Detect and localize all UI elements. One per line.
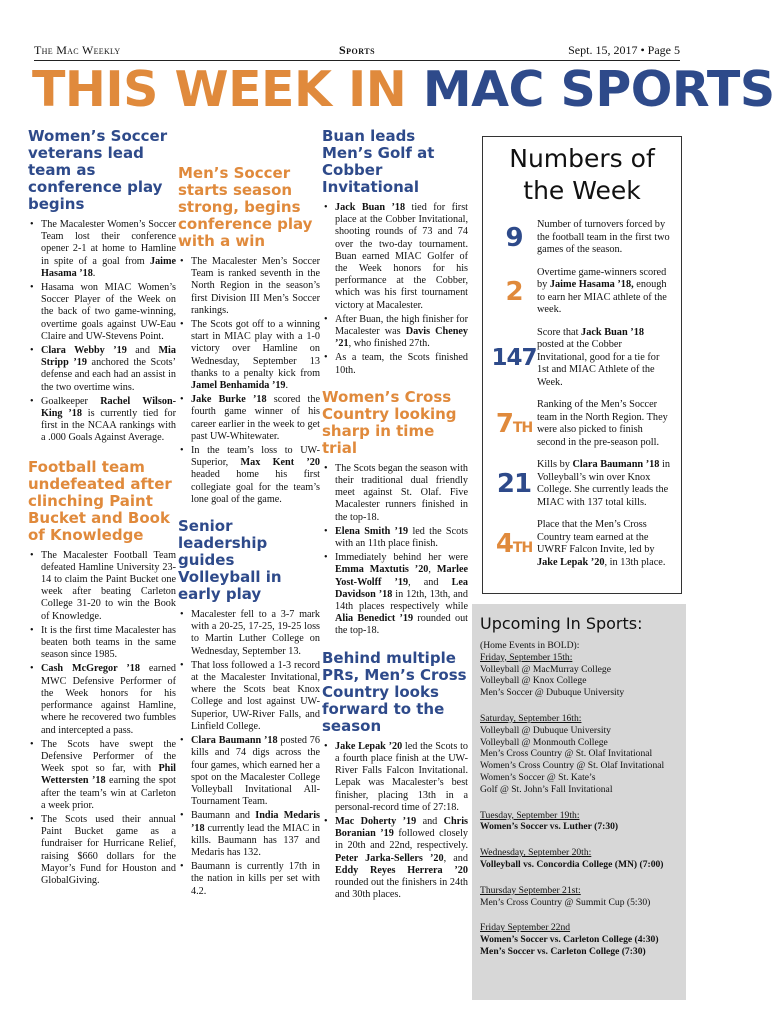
schedule-event: Men’s Cross Country @ Summit Cup (5:30) <box>480 896 651 908</box>
article-mens-cc <box>322 650 468 902</box>
text-run: Baumann is currently 17th in the nation in kills per set with 4.2. <box>191 861 320 897</box>
stat-row <box>491 399 673 449</box>
list-item <box>28 663 176 736</box>
bold-name: Jake Lepak ’20 <box>335 740 403 752</box>
text-run: In the team’s loss to UW-Superior, <box>191 445 320 469</box>
schedule-day <box>480 652 678 699</box>
bold-name: Alia Benedict ’19 <box>335 613 414 625</box>
stat-value: 4 <box>495 529 513 559</box>
list-item <box>178 319 320 392</box>
text-run: posted 76 kills and 74 digs across the four games, which earned her a spot on the Macalester College Volleyball Invitational All-Tournament Team. <box>191 735 320 808</box>
text-run: Score that <box>537 326 582 338</box>
text-run: The Macalester Football Team defeated Hamline University 23-14 to claim the Paint Bucket one week after beating Carleton College 31-20 to win the Book of Knowledge. <box>41 549 176 622</box>
list-item <box>322 741 468 814</box>
stat-row <box>491 459 673 509</box>
text-run: led the Scots with an 11th place finish. <box>335 525 469 550</box>
list-item <box>178 810 320 859</box>
bold-name: Jake Lepak ’20 <box>537 556 605 568</box>
bold-name: Rachel Wilson-King ’18 <box>41 395 177 420</box>
article-title: Women’s Cross Country looking sharp in time trial <box>322 387 457 457</box>
list-item <box>28 396 176 445</box>
bold-name: Elena Smith ’19 <box>335 525 409 537</box>
stat-description <box>537 519 673 569</box>
bold-name: Jaime Hasama ’18 <box>41 255 176 279</box>
bold-name: Clara Webby ’19 <box>41 345 127 357</box>
article-title: Women’s Soccer veterans lead team as conference play begins <box>28 127 168 213</box>
article-title: Men’s Soccer starts season strong, begins conference play with a win <box>178 164 313 250</box>
article-list <box>28 550 176 887</box>
schedule-event: Golf @ St. John’s Fall Invitational <box>480 783 613 795</box>
list-item <box>322 463 468 524</box>
page-banner <box>32 61 775 118</box>
text-run: currently lead the MIAC in kills. Baumann has 137 and Medaris has 132. <box>191 822 320 858</box>
article-list <box>322 202 468 377</box>
bold-name: Jaime Hasama ’18, <box>549 279 634 290</box>
text-run: , <box>428 564 437 576</box>
bold-name: Peter Jarka-Sellers ’20 <box>335 852 444 864</box>
list-item <box>28 814 176 887</box>
article-volleyball <box>178 518 320 898</box>
bold-name: Emma Maxtutis ’20 <box>335 564 429 576</box>
text-run: The Macalester Women’s Soccer Team lost their conference opener 2-1 at home to Hamline in spite of a goal from <box>41 219 176 267</box>
schedule-date: Tuesday, September 19th: <box>480 809 580 821</box>
text-run: , in 13th place. <box>604 556 666 568</box>
bold-name: Marlee Yost-Wolff ’19 <box>335 564 468 588</box>
article-football <box>28 459 176 887</box>
text-run: As a team, the Scots finished 10th. <box>335 352 468 376</box>
list-item <box>28 550 176 623</box>
paper-name: The Mac Weekly <box>34 43 121 57</box>
text-run: followed closely in 20th and 22nd, respectively. <box>335 828 468 852</box>
list-item <box>178 735 320 808</box>
text-run: Ranking of the Men’s Soccer team in the North Region. They were also picked to finish second in the pre-season poll. <box>537 399 668 448</box>
list-item <box>322 526 468 550</box>
text-run: in Volleyball’s win over Knox College. She currently leads the MIAC with 137 total kills. <box>537 459 671 508</box>
text-run: and <box>416 815 444 827</box>
schedule-date: Friday September 22nd <box>480 922 571 934</box>
schedule <box>480 652 678 958</box>
schedule-date: Saturday, September 16th: <box>480 712 582 724</box>
article-golf <box>322 128 468 377</box>
schedule-event: Volleyball @ Monmouth College <box>480 736 608 748</box>
list-item <box>28 282 176 343</box>
list-item <box>178 445 320 506</box>
text-run: . <box>92 267 96 279</box>
stat-suffix: TH <box>512 420 533 436</box>
bold-name: Lea Davidson ’18 <box>335 576 468 600</box>
text-run: scored the fourth game winner of his career earlier in the week to get past UW-Whitewater. <box>191 394 320 442</box>
bold-name: Mac Doherty ’19 <box>335 815 417 827</box>
text-run: The Scots got off to a winning start in MIAC play with a 1-0 victory over Hamline on Wednesday, September 13 thanks to a penalty kick from <box>191 319 320 379</box>
text-run: in 12th, 13th, and 14th places respectively while <box>335 588 468 613</box>
list-item <box>178 394 320 443</box>
article-list <box>178 609 320 898</box>
text-run: posted at the Cobber Invitational, good for a tie for 1st and MIAC Athlete of the Week. <box>537 339 660 388</box>
text-run: Macalester fell to a 3-7 mark with a 20-25, 17-25, 19-25 loss to Martin Luther College on Wednesday, September 13. <box>191 609 320 657</box>
article-list <box>322 741 468 902</box>
upcoming-in-sports <box>472 604 686 1000</box>
list-item <box>178 256 320 317</box>
article-title: Senior leadership guides Volleyball in early play <box>178 517 282 604</box>
schedule-event: Women’s Cross Country @ St. Olaf Invitational <box>480 760 665 772</box>
text-run: Kills by <box>537 459 573 470</box>
stat-row <box>491 219 673 257</box>
text-run: . <box>285 380 289 392</box>
schedule-day <box>480 847 678 871</box>
list-item <box>28 219 176 280</box>
text-run: The Scots used their annual Paint Bucket game as a fundraiser for Hurricane Relief, raising $660 dollars for the Mayor’s Fund for Houston and GlobalGiving. <box>41 813 176 886</box>
schedule-event: Women’s Soccer vs. Luther (7:30) <box>480 821 619 833</box>
stat-row <box>491 327 673 390</box>
list-item <box>322 202 468 312</box>
section-name: Sports <box>338 43 376 57</box>
text-run: rounded out the top-18. <box>335 613 469 637</box>
bold-name: Eddy Reyes Herrera ’20 <box>335 864 468 876</box>
text-run: tied for first place at the Cobber Invitational, shooting rounds of 73 and 74 over the two-day tournament. Buan earned MIAC Golfer of the Week honors for his performance at the Cobber, which was his first tournament victory at Macalester. <box>335 202 468 311</box>
text-run: enough to earn her MIAC athlete of the week. <box>537 279 667 315</box>
schedule-event: Men’s Soccer vs. Carleton College (7:30) <box>480 945 646 957</box>
article-title: Buan leads Men’s Golf at Cobber Invitational <box>322 127 435 196</box>
upcoming-title: Upcoming In Sports: <box>480 614 643 633</box>
stat-value: 7 <box>495 409 513 439</box>
schedule-event: Volleyball @ Knox College <box>480 675 587 687</box>
schedule-day <box>480 885 678 909</box>
bold-name: Phil Wettersten ’18 <box>41 763 176 787</box>
article-womens-soccer <box>28 128 176 445</box>
list-item <box>322 352 468 376</box>
masthead <box>34 41 680 61</box>
banner-part-1: THIS WEEK IN <box>32 61 423 118</box>
list-item <box>322 552 468 637</box>
stat-description <box>537 399 673 449</box>
text-run: The Scots began the season with their traditional dual friendly meet against St. Olaf. Five Macalester runners finished in the top-18. <box>335 462 468 523</box>
stat-value: 147 <box>491 344 537 371</box>
text-run: Immediately behind her were <box>335 552 468 564</box>
article-womens-cc <box>322 389 468 638</box>
numbers-title: Numbers of the Week <box>509 144 655 205</box>
list-item <box>178 861 320 898</box>
column-3 <box>322 128 468 903</box>
article-list <box>322 463 468 638</box>
text-run: Place that the Men’s Cross Country team earned at the UWRF Falcon Invite, led by <box>537 519 655 555</box>
article-list <box>178 256 320 506</box>
stat-value: 9 <box>505 222 523 253</box>
text-run: , and <box>408 576 452 588</box>
text-run: rounded out the finishers in 24th and 30th places. <box>335 876 468 901</box>
schedule-event: Volleyball @ Dubuque University <box>480 724 611 736</box>
text-run: earned MWC Defensive Performer of the Week honors for his performance against Hamline, where he recovered two fumbles and intercepted a pass. <box>41 663 176 736</box>
schedule-event: Men’s Cross Country @ St. Olaf Invitational <box>480 748 653 760</box>
text-run: The Scots have swept the Defensive Performer of the Week spot so far, with <box>41 738 176 775</box>
schedule-day <box>480 713 678 796</box>
bold-name: India Medaris ’18 <box>191 810 320 834</box>
stat-number <box>491 469 537 499</box>
bold-name: Clara Baumann ’18 <box>191 735 278 747</box>
list-item <box>28 625 176 662</box>
column-1 <box>28 128 176 889</box>
article-title: Behind multiple PRs, Men’s Cross Country looks forward to the season <box>322 648 467 735</box>
article-title: Football team undefeated after clinching Paint Bucket and Book of Knowledge <box>28 457 172 544</box>
article-list <box>28 219 176 445</box>
text-run: , who finished 27th. <box>348 338 430 350</box>
list-item <box>28 345 176 394</box>
bold-name: Jake Burke ’18 <box>191 394 267 406</box>
text-run: earning the spot after the team’s win at Carleton a week prior. <box>41 775 176 811</box>
schedule-date: Friday, September 15th: <box>480 651 573 663</box>
text-run: Baumann and <box>191 810 256 822</box>
bold-name: Chris Boranian ’19 <box>335 815 468 840</box>
schedule-date: Wednesday, September 20th: <box>480 847 592 859</box>
stat-row <box>491 267 673 317</box>
stats-list <box>491 219 673 569</box>
schedule-event: Women’s Soccer @ St. Kate’s <box>480 771 596 783</box>
text-run: , and <box>443 852 468 864</box>
stat-number <box>491 345 537 371</box>
list-item <box>322 816 468 901</box>
bold-name: Clara Baumann ’18 <box>572 459 660 470</box>
text-run: After Buan, the high finisher for Macalester was <box>335 313 468 338</box>
schedule-day <box>480 810 678 834</box>
text-run: That loss followed a 1-3 record at the Macalester Invitational, where the Scots beat Knox College and lost against UW-Superior, UW-River Falls, and Linfield College. <box>191 659 320 732</box>
bold-name: Jamel Benhamida ’19 <box>191 380 286 392</box>
schedule-day <box>480 922 678 957</box>
text-run: and <box>126 345 159 357</box>
bold-name: Davis Cheney ’21 <box>335 326 468 350</box>
text-run: headed home his first collegiate goal for the team’s lone goal of the game. <box>191 469 320 505</box>
text-run: anchored the Scots’ defense and each had an assist in the two overtime wins. <box>41 357 177 393</box>
stat-number <box>491 409 537 439</box>
bold-name: Mia Stripp ’19 <box>41 345 176 369</box>
upcoming-note: (Home Events in BOLD): <box>480 640 580 651</box>
text-run: Overtime game-winners scored by <box>537 266 667 290</box>
issue-date: Sept. 15, 2017 • Page 5 <box>568 43 680 57</box>
numbers-of-the-week <box>482 136 682 594</box>
stat-description <box>537 459 673 509</box>
bold-name: Jack Buan ’18 <box>335 202 406 213</box>
text-run: Goalkeeper <box>41 395 101 407</box>
article-mens-soccer <box>178 165 320 506</box>
stat-number <box>491 277 537 307</box>
text-run: led the Scots to a fourth place finish at the UW-River Falls Falcon Invitational. Lepak was Macalester’s best finisher, placing 13th in a personal-record time of 27:18. <box>335 740 468 813</box>
stat-description <box>537 219 673 257</box>
stat-row <box>491 519 673 569</box>
text-run: The Macalester Men’s Soccer Team is ranked seventh in the North Region in the season’s first Division III Men’s Soccer rankings. <box>191 256 320 316</box>
schedule-date: Thursday September 21st: <box>480 884 581 896</box>
stat-description <box>537 267 673 317</box>
stat-suffix: TH <box>512 540 533 556</box>
schedule-event: Women’s Soccer vs. Carleton College (4:30) <box>480 934 659 946</box>
stat-number <box>491 223 537 253</box>
text-run: Hasama won MIAC Women’s Soccer Player of the Week on the back of two game-winning, overtime goals against UW-Eau Claire and UW-Stevens Point. <box>41 282 176 342</box>
schedule-event: Men’s Soccer @ Dubuque University <box>480 687 625 699</box>
list-item <box>178 660 320 733</box>
stat-value: 21 <box>496 469 532 499</box>
stat-value: 2 <box>505 276 523 307</box>
bold-name: Jack Buan ’18 <box>581 326 644 338</box>
text-run: Number of turnovers forced by the football team in the first two games of the season. <box>537 219 670 255</box>
list-item <box>28 739 176 812</box>
schedule-event: Volleyball vs. Concordia College (MN) (7:00) <box>480 858 664 870</box>
list-item <box>178 609 320 658</box>
bold-name: Cash McGregor ’18 <box>41 663 140 675</box>
stat-description <box>537 327 673 390</box>
list-item <box>322 314 468 351</box>
schedule-event: Volleyball @ MacMurray College <box>480 663 611 675</box>
banner-part-2: MAC SPORTS <box>422 61 775 118</box>
text-run: is currently tied for first in the NCAA rankings with a .000 Goals Against Average. <box>41 408 176 444</box>
bold-name: Max Kent ’20 <box>240 457 320 469</box>
text-run: It is the first time Macalester has beaten both teams in the same season since 1985. <box>41 624 176 661</box>
stat-number <box>491 529 537 559</box>
column-2 <box>178 165 320 900</box>
